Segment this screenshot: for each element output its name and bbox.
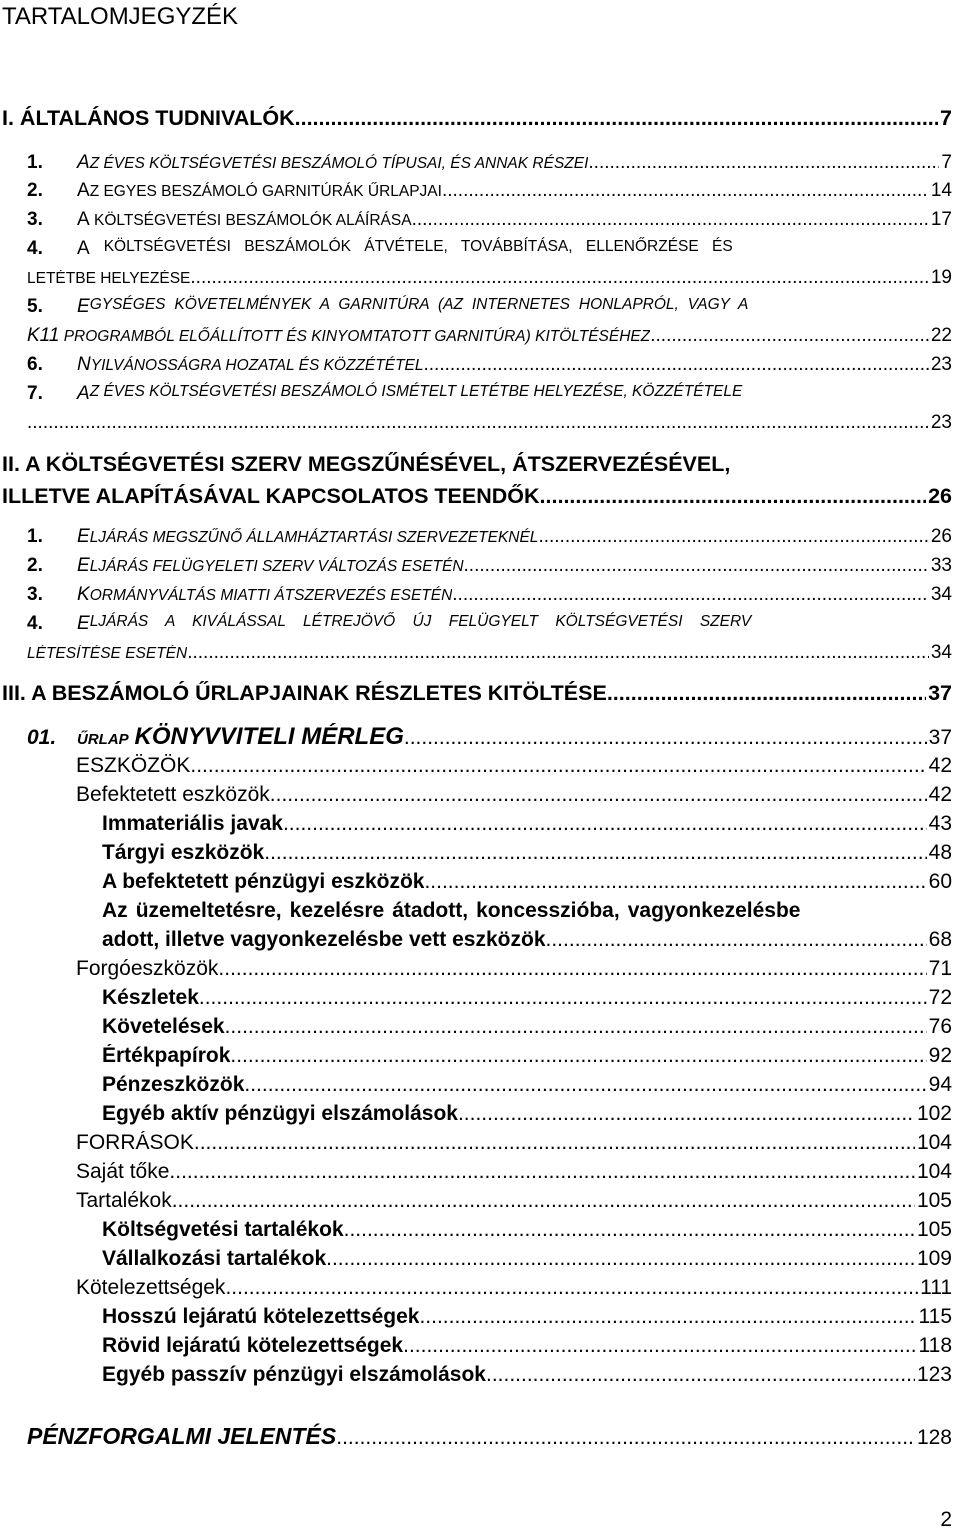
toc-page-ref: 43 [928,812,952,835]
toc-entry-number: 2. [27,180,43,201]
toc-entry-s2-line1[interactable]: II. A KÖLTSÉGVETÉSI SZERV MEGSZŰNÉSÉVEL, ÁTSZERVEZÉSÉVEL, [2,452,731,476]
toc-entry-number: 3. [27,209,43,230]
toc-entry-label: LJÁRÁS A KIVÁLÁSSAL LÉTREJÖVŐ ÚJ FELÜGYELT KÖLTSÉGVETÉSI SZERV [89,613,752,630]
toc-entry-hosszu[interactable] [102,1305,952,1329]
toc-page-ref: 7 [940,106,952,130]
toc-leader-dots [412,209,929,231]
toc-page-ref: 34 [930,584,952,605]
toc-page-ref: 115 [918,1305,952,1328]
toc-page-ref: 105 [916,1189,952,1212]
toc-leader-dots [424,354,929,376]
toc-leader-dots [419,1305,916,1329]
toc-entry-label: Z ÉVES KÖLTSÉGVETÉSI BESZÁMOLÓ ISMÉTELT LETÉTBE HELYEZÉSE, KÖZZÉTÉTELE [89,383,743,400]
toc-page-ref: 118 [918,1334,952,1357]
toc-entry-label: Költségvetési tartalékok [102,1218,344,1241]
toc-entry-kotelez[interactable] [76,1276,952,1300]
toc-entry-egyeb-aktiv[interactable] [102,1102,952,1126]
toc-leader-dots [295,106,938,131]
toc-page-ref: 94 [928,1073,952,1096]
toc-page-ref: 26 [928,484,952,508]
toc-entry-label: Értékpapírok [102,1044,231,1067]
toc-entry-keszletek[interactable] [102,986,952,1010]
toc-leader-dots [326,1247,915,1271]
toc-entry-vall-tart[interactable] [102,1247,952,1271]
toc-page-ref: 17 [930,209,952,230]
toc-entry-label: Befektetett eszközök [76,783,270,806]
toc-leader-dots [540,484,927,509]
toc-entry-s1[interactable] [2,106,952,131]
toc-leader-dots [442,180,929,202]
toc-leader-dots [486,1363,915,1387]
toc-entry-number: 1. [27,526,43,547]
toc-entry-label: Vállalkozási tartalékok [102,1247,327,1270]
toc-entry-label: Követelések [102,1015,225,1038]
toc-entry-label: KÖLTSÉGVETÉSI BESZÁMOLÓK ALÁÍRÁSA [89,212,412,229]
toc-leader-dots [194,1131,915,1155]
toc-page-ref: 42 [928,754,952,777]
toc-entry-label: ORMÁNYVÁLTÁS MIATTI ÁTSZERVEZÉS ESETÉN [89,587,453,604]
toc-entry-label: Z ÉVES KÖLTSÉGVETÉSI BESZÁMOLÓ TÍPUSAI, ÉS ANNAK RÉSZEI [89,155,589,172]
toc-page-ref: 7 [941,152,952,173]
toc-entry-bpe[interactable] [102,870,952,894]
toc-entry-label: Z EGYES BESZÁMOLÓ GARNITÚRÁK ŰRLAPJAI [89,183,442,200]
toc-leader-dots [190,754,926,778]
toc-entry-rovid[interactable] [102,1334,952,1358]
toc-page-ref: 71 [928,957,952,980]
toc-entry-label: LJÁRÁS FELÜGYELETI SZERV VÁLTOZÁS ESETÉN [89,558,464,575]
toc-leader-dots [187,642,929,664]
toc-page-ref: 123 [916,1363,952,1386]
toc-page-ref: 105 [916,1218,952,1241]
toc-entry-s1-1[interactable]: 1. AZ ÉVES KÖLTSÉGVETÉSI BESZÁMOLÓ TÍPUSAI, ÉS ANNAK RÉSZEI ..... 7 [27,152,952,174]
toc-entry-penzforgalmi[interactable] [27,1423,952,1450]
toc-page-ref: 104 [916,1160,952,1183]
toc-entry-uzem[interactable] [102,928,952,952]
toc-page-ref: 42 [928,783,952,806]
toc-page-ref: 14 [930,180,952,201]
page-number: 2 [940,1508,952,1531]
toc-entry-s2-2[interactable]: 2. ELJÁRÁS FELÜGYELETI SZERV VÁLTOZÁS ESETÉN ..... 33 [27,555,952,577]
toc-leader-dots [464,555,929,577]
toc-entry-s1-6[interactable]: 6. NYILVÁNOSSÁGRA HOZATAL ÉS KÖZZÉTÉTEL ..... 23 [27,354,952,376]
toc-entry-label: Egyéb passzív pénzügyi elszámolások [102,1363,486,1386]
toc-page-ref: 22 [930,325,952,346]
toc-page-ref: 104 [916,1131,952,1154]
toc-entry-uzem-line1[interactable]: Az üzemeltetésre, kezelésre átadott, koncesszióba, vagyonkezelésbe [102,899,801,922]
toc-entry-number: 3. [27,584,43,605]
toc-entry-s2-4-line1[interactable]: 4. E LJÁRÁS A KIVÁLÁSSAL LÉTREJÖVŐ ÚJ FELÜGYELT KÖLTSÉGVETÉSI SZERV [27,613,752,634]
toc-entry-label: KÖLTSÉGVETÉSI BESZÁMOLÓK ÁTVÉTELE, TOVÁBBÍTÁSA, ELLENŐRZÉSE ÉS [103,238,733,255]
toc-entry-label: Kötelezettségek [76,1276,226,1299]
toc-entry-label: Tárgyi eszközök [102,841,265,864]
toc-entry-label: Rövid lejáratú kötelezettségek [102,1334,404,1357]
toc-page-ref: 76 [928,1015,952,1038]
toc-leader-dots [230,1044,926,1068]
toc-entry-label: Tartalékok [76,1189,172,1212]
toc-entry-tartalekok[interactable] [76,1189,952,1213]
toc-page-ref: 19 [930,267,952,288]
toc-leader-dots [225,1276,918,1300]
toc-leader-dots [607,681,926,706]
toc-leader-dots [199,986,927,1010]
toc-page-ref: 34 [930,642,952,663]
toc-page-ref: 37 [928,681,952,705]
toc-leader-dots [27,412,929,434]
toc-entry-label: Egyéb aktív pénzügyi elszámolások [102,1102,458,1125]
toc-entry-kovetelesek[interactable] [102,1015,952,1039]
toc-leader-dots [588,152,939,174]
toc-entry-immat[interactable] [102,812,952,836]
toc-entry-label: PÉNZFORGALMI JELENTÉS [27,1423,337,1449]
toc-entry-label-cont: adott, illetve vagyonkezelésbe vett eszközök [102,928,546,951]
toc-leader-dots [225,1015,927,1039]
toc-entry-label: Pénzeszközök [102,1073,245,1096]
toc-entry-f01[interactable]: 01. ŰRLAP KÖNYVVITELI MÉRLEG ..... 37 [27,723,952,751]
toc-entry-label: KÖNYVVITELI MÉRLEG [134,723,404,750]
toc-entry-ertekpapirok[interactable] [102,1044,952,1068]
toc-leader-dots [270,783,927,807]
toc-leader-dots [169,1160,915,1184]
toc-entry-number: 01. [27,726,57,749]
toc-entry-eszkozok[interactable] [76,754,952,778]
toc-leader-dots [218,957,926,981]
toc-leader-dots [172,1189,915,1213]
toc-entry-penzeszkozok[interactable] [102,1073,952,1097]
toc-leader-dots [244,1073,926,1097]
toc-entry-number: 5. [27,296,43,317]
toc-entry-s2-4[interactable] [27,642,952,664]
toc-entry-targyi[interactable] [102,841,952,865]
toc-entry-s1-4[interactable] [27,267,952,289]
toc-leader-dots [336,1426,915,1450]
toc-page-ref: 26 [930,526,952,547]
toc-page-ref: 48 [928,841,952,864]
toc-entry-label: I. ÁLTALÁNOS TUDNIVALÓK [2,106,295,130]
toc-entry-label: III. A BESZÁMOLÓ ŰRLAPJAINAK RÉSZLETES KITÖLTÉSE [2,681,607,705]
toc-leader-dots [458,1102,915,1126]
toc-entry-s1-7[interactable] [27,412,952,434]
toc-entry-label: A befektetett pénzügyi eszközök [102,870,425,893]
toc-page-ref: 60 [928,870,952,893]
toc-entry-s1-7-line1[interactable]: 7. A Z ÉVES KÖLTSÉGVETÉSI BESZÁMOLÓ ISMÉTELT LETÉTBE HELYEZÉSE, KÖZZÉTÉTELE [27,383,743,404]
toc-entry-label: Hosszú lejáratú kötelezettségek [102,1305,420,1328]
toc-page-ref: 92 [928,1044,952,1067]
toc-entry-egyeb-passziv[interactable] [102,1363,952,1387]
toc-leader-dots [650,325,929,347]
toc-entry-label: ESZKÖZÖK [76,754,191,777]
toc-leader-dots [403,1334,916,1358]
toc-entry-s3[interactable] [2,681,952,706]
toc-entry-s2-1[interactable]: 1. ELJÁRÁS MEGSZŰNŐ ÁLLAMHÁZTARTÁSI SZERVEZETEKNÉL ..... 26 [27,526,952,548]
toc-entry-forrasok[interactable] [76,1131,952,1155]
toc-title: TARTALOMJEGYZÉK [2,3,239,30]
toc-entry-label: LJÁRÁS MEGSZŰNŐ ÁLLAMHÁZTARTÁSI SZERVEZETEKNÉL [89,529,539,546]
toc-page-ref: 68 [928,928,952,951]
toc-entry-label: Immateriális javak [102,812,283,835]
toc-entry-label: Készletek [102,986,199,1009]
toc-entry-number: 1. [27,152,43,173]
toc-leader-dots [283,812,927,836]
toc-entry-sajat[interactable] [76,1160,952,1184]
toc-entry-label-cont: LETÉTBE HELYEZÉSE [27,270,191,287]
toc-page-ref: 37 [928,726,952,749]
toc-entry-label-cont: LÉTESÍTÉSE ESETÉN [27,645,188,662]
toc-entry-number: 4. [27,613,43,634]
toc-leader-dots [424,870,926,894]
toc-page-ref: 33 [930,555,952,576]
toc-entry-label: GYSÉGES KÖVETELMÉNYEK A GARNITÚRA (AZ INTERNETES HONLAPRÓL, VAGY A [89,296,749,313]
toc-page-ref: 128 [916,1426,952,1449]
toc-page-ref: 23 [930,354,952,375]
toc-entry-befektetett[interactable] [76,783,952,807]
toc-entry-s1-5-line1[interactable]: 5. E GYSÉGES KÖVETELMÉNYEK A GARNITÚRA (AZ INTERNETES HONLAPRÓL, VAGY A [27,296,749,317]
toc-entry-label: Forgóeszközök [76,957,219,980]
toc-entry-number: 2. [27,555,43,576]
toc-entry-label-cont: PROGRAMBÓL ELŐÁLLÍTOTT ÉS KINYOMTATOTT GARNITÚRA) KITÖLTÉSÉHEZ [59,328,651,345]
toc-page-ref: 102 [916,1102,952,1125]
toc-leader-dots [452,584,929,606]
toc-leader-dots [264,841,926,865]
toc-leader-dots [190,267,928,289]
toc-entry-label: Saját tőke [76,1160,170,1183]
toc-entry-s1-2[interactable]: 2. AZ EGYES BESZÁMOLÓ GARNITÚRÁK ŰRLAPJAI ..... 14 [27,180,952,202]
toc-page-ref: 23 [930,412,952,433]
toc-entry-number: 7. [27,383,43,404]
toc-page-ref: 72 [928,986,952,1009]
toc-entry-s2[interactable] [2,484,952,509]
toc-entry-label: YILVÁNOSSÁGRA HOZATAL ÉS KÖZZÉTÉTEL [90,357,424,374]
toc-leader-dots [538,526,928,548]
toc-entry-label-cont: ILLETVE ALAPÍTÁSÁVAL KAPCSOLATOS TEENDŐK [2,484,540,508]
toc-leader-dots [404,726,927,750]
toc-entry-s1-4-line1[interactable]: 4. A KÖLTSÉGVETÉSI BESZÁMOLÓK ÁTVÉTELE, TOVÁBBÍTÁSA, ELLENŐRZÉSE ÉS [27,238,952,260]
toc-entry-number: 6. [27,354,43,375]
toc-page-ref: 109 [916,1247,952,1270]
toc-entry-s1-5[interactable]: K11 PROGRAMBÓL ELŐÁLLÍTOTT ÉS KINYOMTATOTT GARNITÚRA) KITÖLTÉSÉHEZ ..... 22 [27,325,952,347]
toc-entry-label: FORRÁSOK [76,1131,194,1154]
toc-entry-ktg-tart[interactable] [102,1218,952,1242]
toc-entry-s1-3[interactable]: 3. A KÖLTSÉGVETÉSI BESZÁMOLÓK ALÁÍRÁSA ..... 17 [27,209,952,231]
toc-entry-number: 4. [27,238,43,259]
toc-entry-forgo[interactable] [76,957,952,981]
toc-leader-dots [546,928,927,952]
toc-page-ref: 111 [920,1276,952,1299]
toc-leader-dots [344,1218,915,1242]
toc-entry-s2-3[interactable]: 3. KORMÁNYVÁLTÁS MIATTI ÁTSZERVEZÉS ESETÉN ..... 34 [27,584,952,606]
